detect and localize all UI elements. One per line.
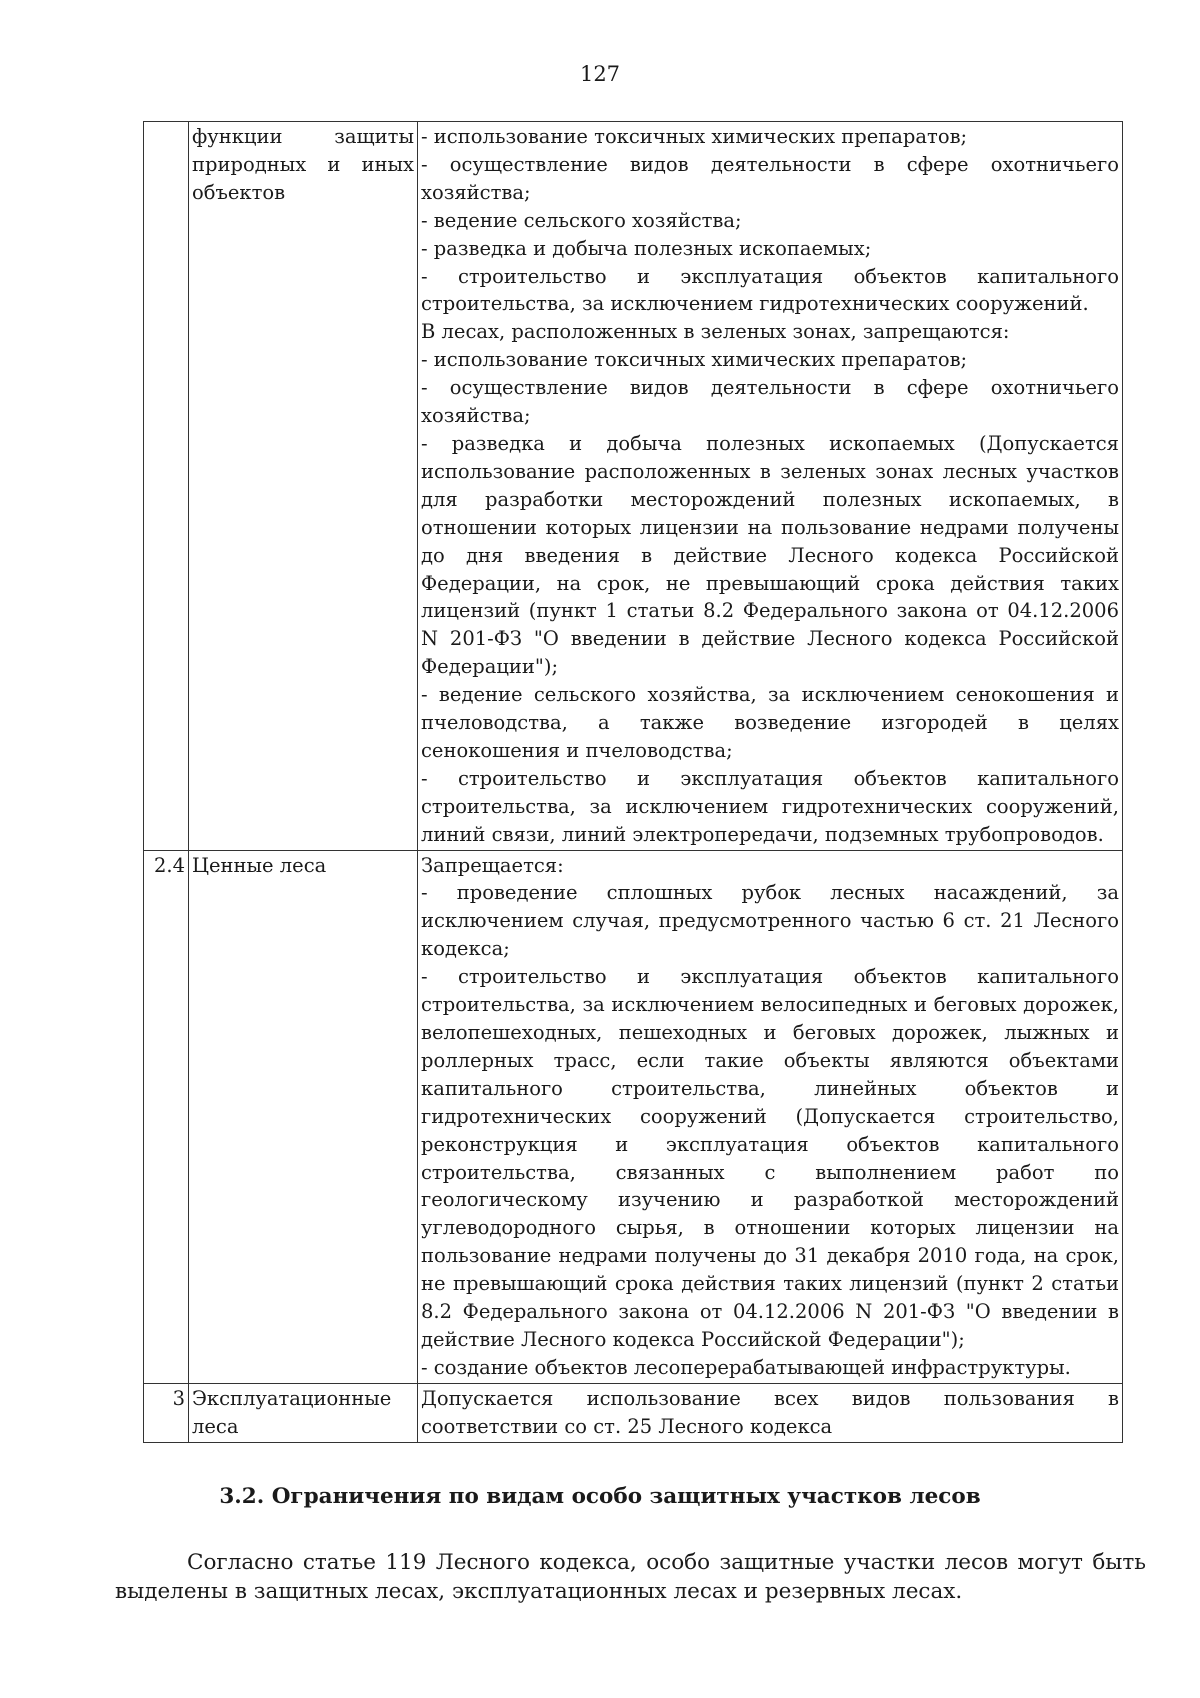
row-number: 3	[144, 1383, 189, 1442]
restriction-item: - создание объектов лесоперерабатывающей инфраструктуры.	[421, 1355, 1071, 1379]
forest-category	[189, 122, 418, 851]
restriction-item: - разведка и добыча полезных ископаемых (Допускается использование расположенных в зеленых зонах лесных участков для разработки месторождений полезных ископаемых, в отношении которых лицензии на пользование недрами получены до дня введения в действие Лесного кодекса Российской Федерации, на срок, не превышающий срока действия таких лицензий (пункт 1 статьи 8.2 Федерального закона от 04.12.2006 N 201-ФЗ "О введении в действие Лесного кодекса Российской Федерации");	[421, 431, 1119, 679]
body-paragraph: Согласно статье 119 Лесного кодекса, особо защитные участки лесов могут быть выделены в защитных лесах, эксплуатационных лесах и резервных лесах.	[115, 1550, 1146, 1604]
forest-restrictions-table	[143, 121, 1123, 1443]
restriction-heading: Запрещается:	[421, 853, 564, 877]
table-row	[144, 1383, 1123, 1442]
restriction-item: Допускается использование всех видов пользования в соответствии со ст. 25 Лесного кодекса	[421, 1386, 1119, 1438]
restriction-item: - осуществление видов деятельности в сфере охотничьего хозяйства;	[421, 376, 1119, 428]
section-heading: 3.2. Ограничения по видам особо защитных участков лесов	[219, 1484, 981, 1509]
restriction-item: - проведение сплошных рубок лесных насаждений, за исключением случая, предусмотренного частью 6 ст. 21 Лесного кодекса;	[421, 881, 1119, 961]
restriction-item: - использование токсичных химических препаратов;	[421, 348, 968, 372]
restriction-heading: В лесах, расположенных в зеленых зонах, запрещаются:	[421, 320, 1010, 344]
restriction-item: - разведка и добыча полезных ископаемых;	[421, 236, 872, 260]
forest-category-text: Эксплуатационные леса	[192, 1386, 392, 1438]
restriction-item: - использование токсичных химических препаратов;	[421, 125, 968, 148]
forest-category-text: функции защиты природных и иных объектов	[192, 125, 414, 204]
page-number: 127	[579, 62, 621, 86]
restrictions-cell	[418, 122, 1123, 851]
forest-category	[189, 1383, 418, 1442]
restriction-item: - строительство и эксплуатация объектов капитального строительства, за исключением гидротехнических сооружений.	[421, 264, 1119, 316]
row-number: 2.4	[144, 850, 189, 1383]
restriction-item: - ведение сельского хозяйства;	[421, 208, 742, 232]
restriction-item: - ведение сельского хозяйства, за исключением сенокошения и пчеловодства, а также возведение изгородей в целях сенокошения и пчеловодства;	[421, 683, 1119, 762]
restriction-item: - строительство и эксплуатация объектов капитального строительства, за исключением гидротехнических сооружений, линий связи, линий электропередачи, подземных трубопроводов.	[421, 766, 1119, 846]
table-row	[144, 850, 1123, 1383]
table-row	[144, 122, 1123, 851]
restrictions-cell	[418, 850, 1123, 1383]
restriction-item: - строительство и эксплуатация объектов капитального строительства, за исключением велосипедных и беговых дорожек, велопешеходных, пешеходных и беговых дорожек, лыжных и роллерных трасс, если такие объекты являются объектами капитального строительства, линейных объектов и гидротехнических сооружений (Допускается строительство, реконструкция и эксплуатация объектов капитального строительства, связанных с выполнением работ по геологическому изучению и разработкой месторождений углеводородного сырья, в отношении которых лицензии на пользование недрами получены до 31 декабря 2010 года, на срок, не превышающий срока действия таких лицензий (пункт 2 статьи 8.2 Федерального закона от 04.12.2006 N 201-ФЗ "О введении в действие Лесного кодекса Российской Федерации");	[421, 965, 1119, 1351]
restrictions-cell	[418, 1383, 1123, 1442]
restriction-item: - осуществление видов деятельности в сфере охотничьего хозяйства;	[421, 152, 1119, 204]
forest-category	[189, 850, 418, 1383]
row-number	[144, 122, 189, 851]
forest-category-text: Ценные леса	[192, 853, 327, 877]
